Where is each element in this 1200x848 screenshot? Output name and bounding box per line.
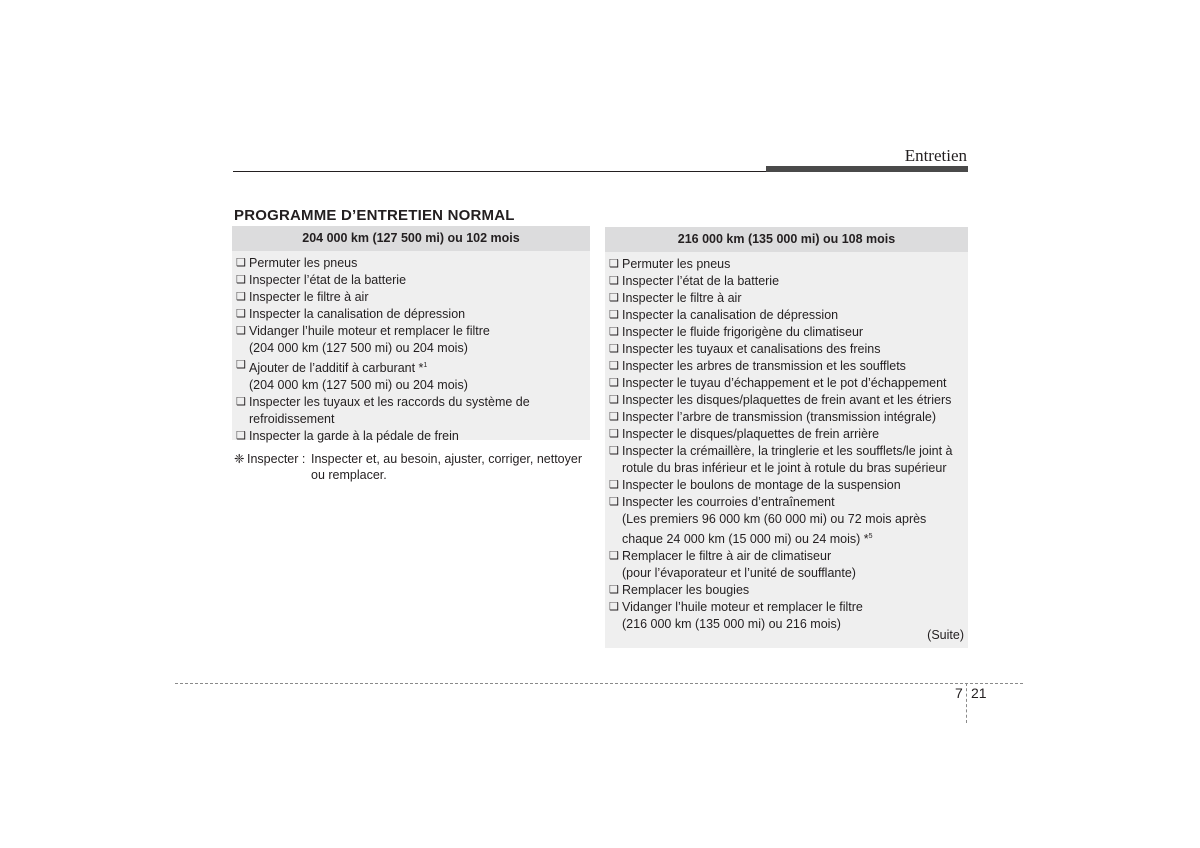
footnote-term: Inspecter : — [247, 452, 306, 466]
item-label: Inspecter l’état de la batterie — [249, 273, 407, 287]
checklist-item — [236, 306, 590, 323]
checkbox-icon: ❑ — [609, 411, 619, 423]
item-text — [622, 599, 968, 633]
checkbox-icon: ❑ — [609, 601, 619, 613]
checkbox-icon: ❑ — [236, 430, 246, 442]
item-text — [622, 290, 968, 307]
checklist-item — [609, 409, 968, 426]
checkbox-icon: ❑ — [609, 394, 619, 406]
item-label: Ajouter de l’additif à carburant * — [249, 361, 424, 375]
item-text — [249, 357, 590, 394]
checklist-item — [609, 548, 968, 582]
item-text — [249, 306, 590, 323]
checklist-item — [609, 426, 968, 443]
running-header-title: Entretien — [904, 146, 967, 165]
item-text — [622, 273, 968, 290]
maintenance-panel-204000 — [232, 226, 590, 443]
item-detail: (pour l’évaporateur et l’unité de soufflante) — [622, 566, 856, 580]
item-text — [622, 426, 968, 443]
asterism-icon: ❈ — [234, 452, 245, 466]
item-text — [622, 582, 968, 599]
checkbox-icon: ❑ — [609, 584, 619, 596]
checklist-item — [609, 599, 968, 633]
checklist-item — [609, 375, 968, 392]
checklist-item — [609, 392, 968, 409]
item-text — [622, 443, 968, 477]
item-label: Inspecter la canalisation de dépression — [622, 308, 839, 322]
item-label: Inspecter le filtre à air — [249, 290, 369, 304]
footnote-ref: 1 — [423, 362, 428, 369]
checklist-item — [236, 428, 590, 445]
item-label: Permuter les pneus — [249, 256, 358, 270]
item-label: Permuter les pneus — [622, 257, 731, 271]
checklist-item — [236, 394, 590, 428]
maintenance-checklist — [232, 251, 590, 445]
checkbox-icon: ❑ — [236, 308, 246, 320]
item-detail — [622, 528, 968, 548]
checklist-item — [236, 272, 590, 289]
item-text — [622, 324, 968, 341]
item-detail: (204 000 km (127 500 mi) ou 204 mois) — [249, 378, 468, 392]
item-label: Vidanger l’huile moteur et remplacer le filtre — [622, 600, 863, 614]
item-detail: rotule du bras inférieur et le joint à rotule du bras supérieur — [622, 461, 947, 475]
panel-heading: 216 000 km (135 000 mi) ou 108 mois — [605, 227, 968, 252]
checkbox-icon: ❑ — [609, 326, 619, 338]
item-text — [622, 409, 968, 426]
checkbox-icon: ❑ — [609, 360, 619, 372]
checklist-item — [609, 443, 968, 477]
checkbox-icon: ❑ — [236, 359, 246, 371]
item-label: Inspecter le disques/plaquettes de frein arrière — [622, 427, 880, 441]
page-number: 21 — [971, 685, 987, 701]
item-label: Inspecter la canalisation de dépression — [249, 307, 466, 321]
checkbox-icon: ❑ — [609, 428, 619, 440]
footer-divider — [966, 683, 967, 723]
item-label: Inspecter la garde à la pédale de frein — [249, 429, 459, 443]
checkbox-icon: ❑ — [236, 325, 246, 337]
item-detail: refroidissement — [249, 412, 335, 426]
item-label: Inspecter le tuyau d’échappement et le pot d’échappement — [622, 376, 947, 390]
item-text — [249, 272, 590, 289]
item-text — [622, 392, 968, 409]
item-label: Inspecter l’arbre de transmission (transmission intégrale) — [622, 410, 937, 424]
item-label: Inspecter les arbres de transmission et les soufflets — [622, 359, 906, 373]
footnote-definition: Inspecter et, au besoin, ajuster, corriger, nettoyer ou remplacer. — [311, 452, 582, 482]
checklist-item — [609, 341, 968, 358]
item-text — [622, 494, 968, 548]
checkbox-icon: ❑ — [236, 257, 246, 269]
checkbox-icon: ❑ — [609, 309, 619, 321]
item-label: Remplacer le filtre à air de climatiseur — [622, 549, 832, 563]
item-detail: (204 000 km (127 500 mi) ou 204 mois) — [249, 341, 468, 355]
item-label: Inspecter le filtre à air — [622, 291, 742, 305]
checklist-item — [609, 324, 968, 341]
checklist-item — [609, 582, 968, 599]
header-rule-bar — [766, 166, 968, 172]
item-text — [622, 256, 968, 273]
footer-rule — [175, 683, 1023, 684]
maintenance-panel-216000 — [605, 227, 968, 648]
checkbox-icon: ❑ — [236, 396, 246, 408]
header-rule — [233, 171, 767, 172]
checkbox-icon: ❑ — [609, 445, 619, 457]
item-label: Inspecter les disques/plaquettes de frein avant et les étriers — [622, 393, 952, 407]
checkbox-icon: ❑ — [609, 377, 619, 389]
checklist-item — [236, 255, 590, 272]
item-text — [622, 358, 968, 375]
checklist-item — [609, 477, 968, 494]
item-text — [622, 307, 968, 324]
checklist-item — [609, 273, 968, 290]
item-label: Inspecter l’état de la batterie — [622, 274, 780, 288]
checkbox-icon: ❑ — [609, 275, 619, 287]
checkbox-icon: ❑ — [609, 550, 619, 562]
checklist-item — [609, 307, 968, 324]
item-label: Inspecter le fluide frigorigène du climatiseur — [622, 325, 864, 339]
footnote — [234, 451, 594, 482]
checklist-item — [236, 289, 590, 306]
continued-label: (Suite) — [927, 628, 964, 642]
checkbox-icon: ❑ — [609, 496, 619, 508]
item-text — [622, 548, 968, 582]
item-label: Remplacer les bougies — [622, 583, 750, 597]
chapter-number: 7 — [955, 685, 963, 701]
checkbox-icon: ❑ — [609, 343, 619, 355]
item-label: Inspecter les tuyaux et canalisations des freins — [622, 342, 881, 356]
item-text — [249, 323, 590, 357]
checkbox-icon: ❑ — [609, 479, 619, 491]
checklist-item — [609, 256, 968, 273]
checklist-item — [236, 323, 590, 357]
checklist-item — [609, 290, 968, 307]
item-text — [622, 375, 968, 392]
section-title: PROGRAMME D’ENTRETIEN NORMAL — [234, 207, 515, 224]
item-label: Inspecter les tuyaux et les raccords du système de — [249, 395, 530, 409]
checkbox-icon: ❑ — [609, 292, 619, 304]
checkbox-icon: ❑ — [609, 258, 619, 270]
item-detail: (Les premiers 96 000 km (60 000 mi) ou 72 mois après — [622, 512, 927, 526]
item-label: Inspecter les courroies d’entraînement — [622, 495, 835, 509]
footnote-ref: 5 — [868, 533, 873, 540]
item-text — [249, 428, 590, 445]
item-text — [249, 255, 590, 272]
item-label: Vidanger l’huile moteur et remplacer le filtre — [249, 324, 490, 338]
checklist-item — [609, 494, 968, 548]
checklist-item — [609, 358, 968, 375]
item-label: Inspecter le boulons de montage de la suspension — [622, 478, 901, 492]
item-label: Inspecter la crémaillère, la tringlerie et les soufflets/le joint à — [622, 444, 953, 458]
checkbox-icon: ❑ — [236, 274, 246, 286]
item-text — [249, 394, 590, 428]
item-text — [622, 341, 968, 358]
item-text — [622, 477, 968, 494]
checklist-item — [236, 357, 590, 394]
maintenance-checklist — [605, 252, 968, 633]
item-detail-text: chaque 24 000 km (15 000 mi) ou 24 mois) * — [622, 532, 869, 546]
item-detail: (216 000 km (135 000 mi) ou 216 mois) — [622, 617, 841, 631]
item-text — [249, 289, 590, 306]
panel-heading: 204 000 km (127 500 mi) ou 102 mois — [232, 226, 590, 251]
checkbox-icon: ❑ — [236, 291, 246, 303]
